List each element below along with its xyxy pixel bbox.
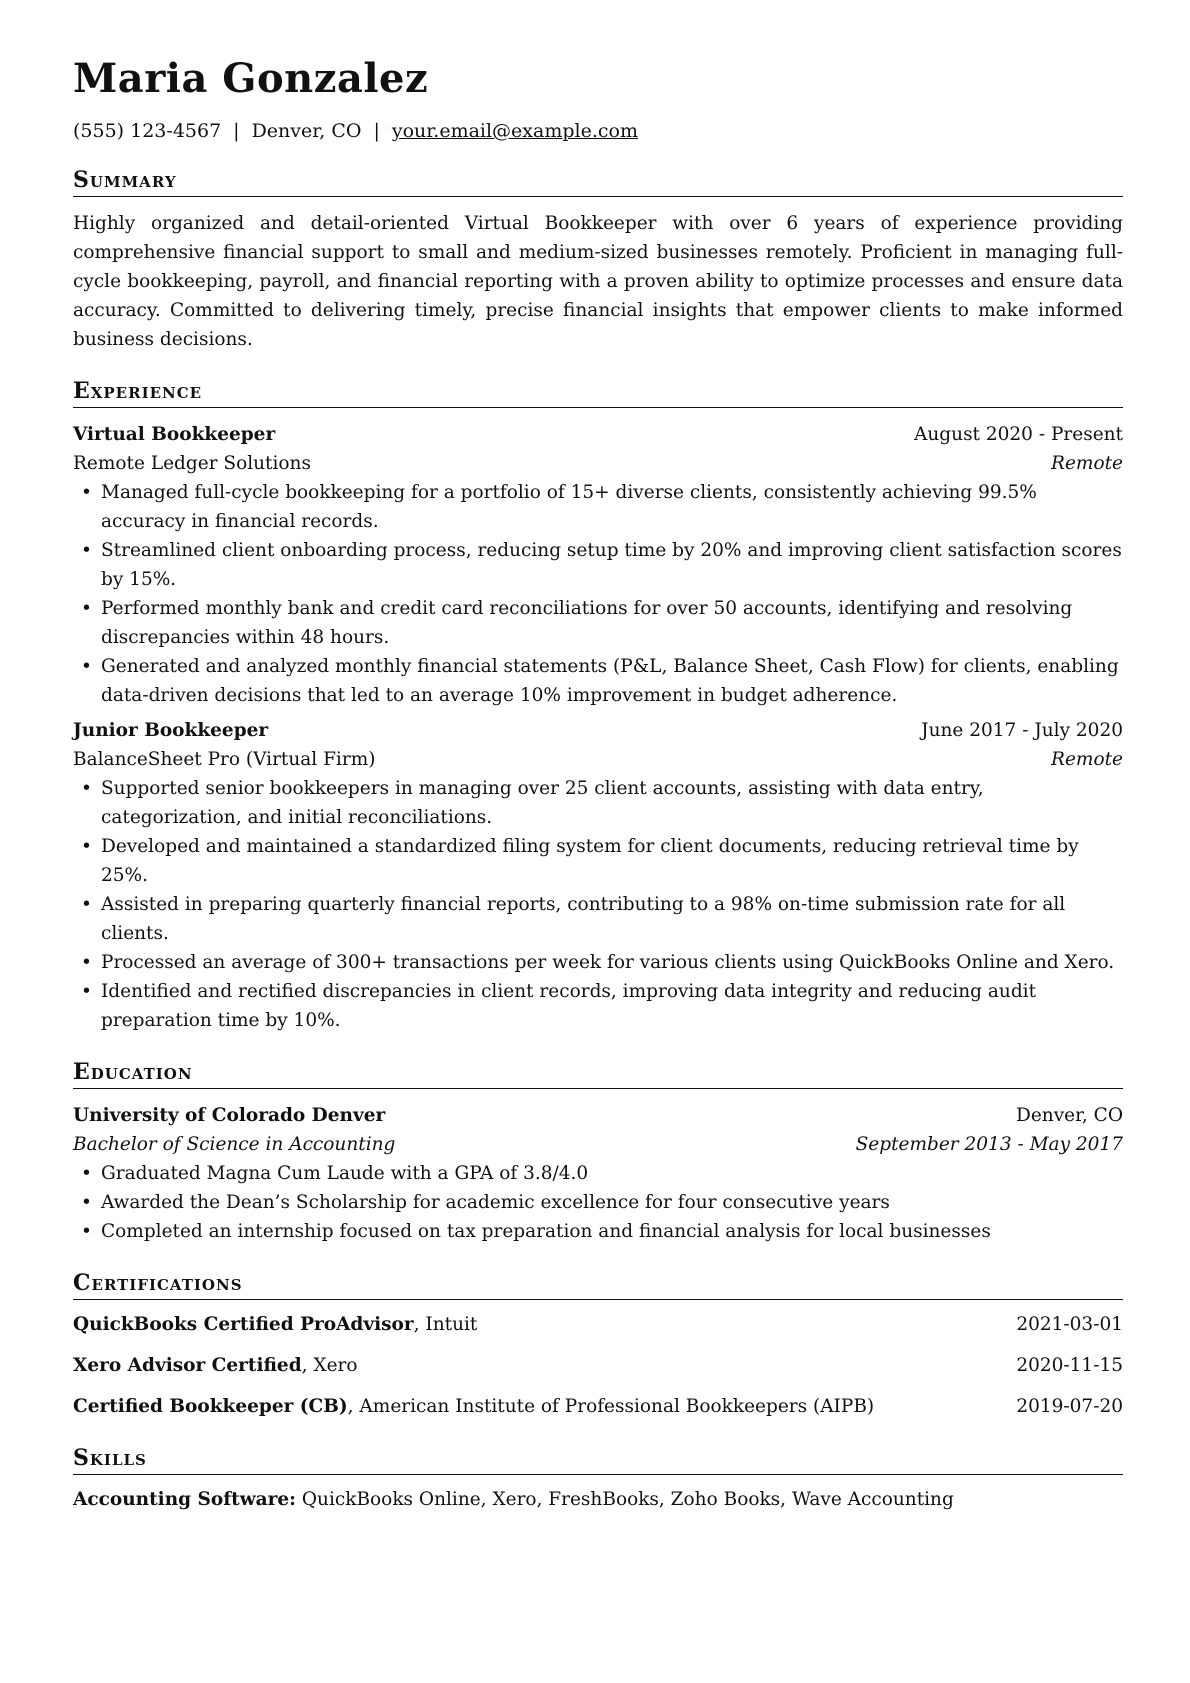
job-bullet-list bbox=[73, 478, 1123, 710]
email-link[interactable]: your.email@example.com bbox=[391, 120, 638, 142]
job-role: Virtual Bookkeeper bbox=[73, 423, 276, 445]
job-company-row bbox=[73, 449, 1123, 478]
certification-row bbox=[73, 1310, 1123, 1339]
job-header-row bbox=[73, 420, 1123, 449]
list-item: • Identified and rectified discrepancies in client records, improving data integrity and reducing audit preparation time by 10%. bbox=[73, 977, 1123, 1035]
skills-line bbox=[73, 1485, 1123, 1514]
certification-name: QuickBooks Certified ProAdvisor bbox=[73, 1314, 414, 1336]
list-item: • Supported senior bookkeepers in managing over 25 client accounts, assisting with data entry, categorization, and initial reconciliations. bbox=[73, 774, 1123, 832]
skills-value: QuickBooks Online, Xero, FreshBooks, Zoho Books, Wave Accounting bbox=[296, 1489, 954, 1511]
certification-row bbox=[73, 1392, 1123, 1421]
job-entry-virtual-bookkeeper bbox=[73, 420, 1123, 710]
resume-page bbox=[73, 55, 1123, 1514]
job-location: Remote bbox=[1051, 748, 1123, 770]
certification-row bbox=[73, 1351, 1123, 1380]
location-text: Denver, CO bbox=[251, 120, 362, 142]
phone-number: (555) 123-4567 bbox=[73, 120, 222, 142]
certification-list bbox=[73, 1310, 1123, 1421]
certification-name: Xero Advisor Certified bbox=[73, 1355, 302, 1377]
certification-label bbox=[73, 1351, 358, 1380]
list-item: • Assisted in preparing quarterly financial reports, contributing to a 98% on-time submission rate for all clients. bbox=[73, 890, 1123, 948]
degree-name: Bachelor of Science in Accounting bbox=[73, 1134, 396, 1156]
certification-name: Certified Bookkeeper (CB) bbox=[73, 1396, 348, 1418]
job-company: Remote Ledger Solutions bbox=[73, 452, 311, 474]
section-title-experience: Experience bbox=[73, 380, 1123, 408]
certification-date: 2021-03-01 bbox=[1016, 1314, 1123, 1336]
job-bullet-list bbox=[73, 774, 1123, 1035]
section-title-certifications: Certifications bbox=[73, 1272, 1123, 1300]
school-location: Denver, CO bbox=[1016, 1105, 1123, 1127]
list-item: • Performed monthly bank and credit card reconciliations for over 50 accounts, identifying and resolving discrepancies within 48 hours. bbox=[73, 594, 1123, 652]
section-title-education: Education bbox=[73, 1061, 1123, 1089]
list-item: • Developed and maintained a standardized filing system for client documents, reducing retrieval time by 25%. bbox=[73, 832, 1123, 890]
candidate-name: Maria Gonzalez bbox=[73, 55, 429, 102]
section-title-skills: Skills bbox=[73, 1447, 1123, 1475]
job-header-row bbox=[73, 716, 1123, 745]
list-item: • Managed full-cycle bookkeeping for a portfolio of 15+ diverse clients, consistently achieving 99.5% accuracy in financial records. bbox=[73, 478, 1123, 536]
education-degree-row bbox=[73, 1130, 1123, 1159]
job-company-row bbox=[73, 745, 1123, 774]
skills-label: Accounting Software: bbox=[73, 1489, 296, 1511]
contact-separator: | bbox=[233, 120, 240, 142]
contact-line bbox=[73, 120, 1123, 143]
job-entry-junior-bookkeeper bbox=[73, 716, 1123, 1035]
section-title-summary: Summary bbox=[73, 169, 1123, 197]
job-dates: June 2017 - July 2020 bbox=[921, 719, 1123, 741]
certification-issuer: , American Institute of Professional Bookkeepers (AIPB) bbox=[347, 1396, 875, 1418]
list-item: • Processed an average of 300+ transactions per week for various clients using QuickBooks Online and Xero. bbox=[73, 948, 1123, 977]
job-location: Remote bbox=[1051, 452, 1123, 474]
education-header-row bbox=[73, 1101, 1123, 1130]
summary-text: Highly organized and detail-oriented Virtual Bookkeeper with over 6 years of experience providing comprehensive financial support to small and medium-sized businesses remotely. Proficient in managing full-cycle bookkeeping, payroll, and financial reporting with a proven ability to optimize processes and ensure data accuracy. Committed to delivering timely, precise financial insights that empower clients to make informed business decisions. bbox=[73, 212, 1123, 350]
list-item: • Streamlined client onboarding process, reducing setup time by 20% and improving client satisfaction scores by 15%. bbox=[73, 536, 1123, 594]
certification-date: 2020-11-15 bbox=[1016, 1355, 1123, 1377]
list-item: • Generated and analyzed monthly financial statements (P&L, Balance Sheet, Cash Flow) for clients, enabling data-driven decisions that led to an average 10% improvement in budget adherence. bbox=[73, 652, 1123, 710]
list-item: • Awarded the Dean’s Scholarship for academic excellence for four consecutive years bbox=[73, 1188, 1123, 1217]
job-dates: August 2020 - Present bbox=[914, 423, 1123, 445]
certification-label bbox=[73, 1310, 477, 1339]
contact-separator: | bbox=[373, 120, 380, 142]
list-item: • Completed an internship focused on tax preparation and financial analysis for local businesses bbox=[73, 1217, 1123, 1246]
certification-label bbox=[73, 1392, 874, 1421]
list-item: • Graduated Magna Cum Laude with a GPA of 3.8/4.0 bbox=[73, 1159, 1123, 1188]
job-role: Junior Bookkeeper bbox=[73, 719, 269, 741]
certification-issuer: , Intuit bbox=[413, 1314, 478, 1336]
school-name: University of Colorado Denver bbox=[73, 1105, 386, 1127]
certification-date: 2019-07-20 bbox=[1016, 1396, 1123, 1418]
certification-issuer: , Xero bbox=[301, 1355, 358, 1377]
job-company: BalanceSheet Pro (Virtual Firm) bbox=[73, 748, 376, 770]
education-entry bbox=[73, 1101, 1123, 1246]
education-dates: September 2013 - May 2017 bbox=[855, 1134, 1123, 1156]
education-bullet-list bbox=[73, 1159, 1123, 1246]
